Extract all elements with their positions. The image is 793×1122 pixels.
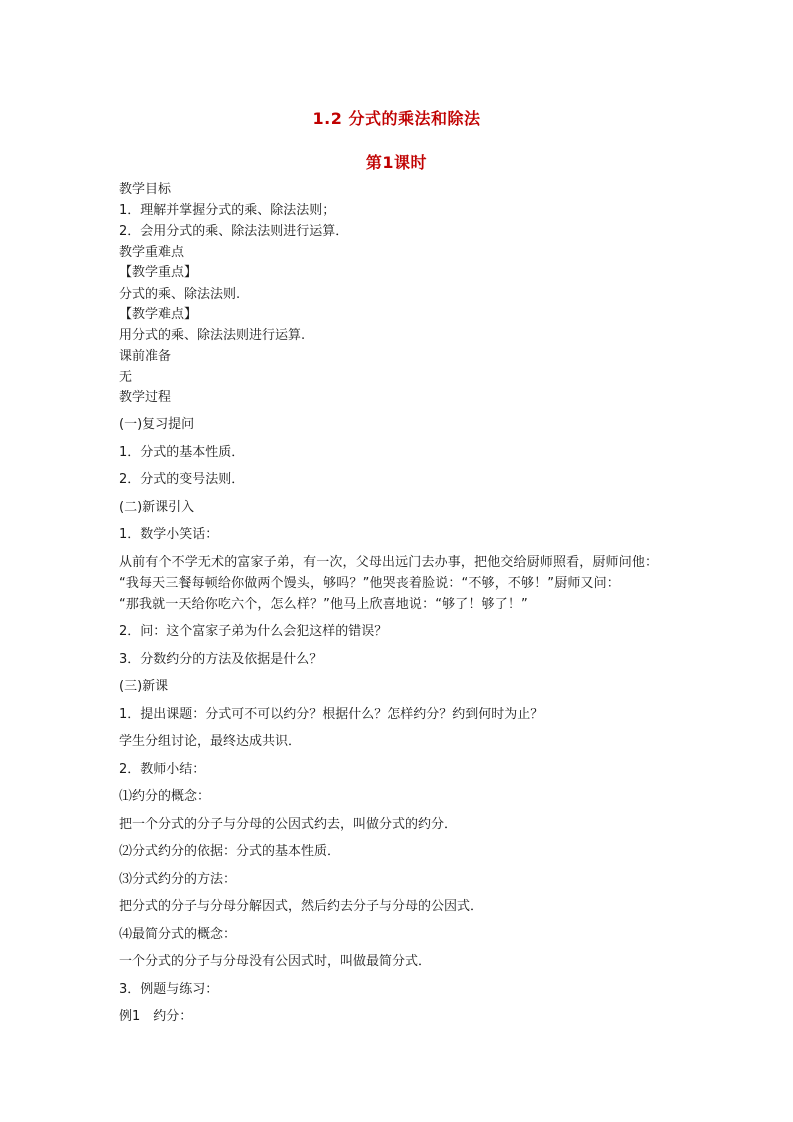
reduction-basis: ⑵分式约分的依据：分式的基本性质． bbox=[119, 844, 341, 859]
lesson-discussion: 学生分组讨论，最终达成共识． bbox=[119, 734, 302, 749]
reduction-method-text: 把分式的分子与分母分解因式，然后约去分子与分母的公因式． bbox=[119, 899, 484, 914]
heading-teaching-process: 教学过程 bbox=[119, 390, 172, 405]
concept-reduction-text: 把一个分式的分子与分母的公因式约去，叫做分式的约分． bbox=[119, 817, 458, 832]
goal-item-1: 1．理解并掌握分式的乘、除法法则； bbox=[119, 203, 336, 218]
key-point-text: 分式的乘、除法法则. bbox=[119, 287, 241, 302]
preparation-text: 无 bbox=[119, 370, 133, 385]
joke-paragraph-line-2: “我每天三餐每顿给你做两个馒头，够吗？”他哭丧着脸说：“不够，不够！”厨师又问： bbox=[119, 576, 620, 591]
goal-item-2: 2．会用分式的乘、除法法则进行运算． bbox=[119, 224, 349, 239]
difficult-point-text: 用分式的乘、除法法则进行运算. bbox=[119, 328, 306, 343]
simplest-fraction-heading: ⑷最简分式的概念： bbox=[119, 927, 237, 942]
lesson-item-1: 1．提出课题：分式可不可以约分？根据什么？怎样约分？约到何时为止？ bbox=[119, 707, 544, 722]
label-key-point: 【教学重点】 bbox=[119, 265, 198, 280]
example-1: 例1 约分： bbox=[119, 1009, 193, 1024]
section-review: (一)复习提问 bbox=[119, 417, 195, 432]
heading-preparation: 课前准备 bbox=[119, 349, 172, 364]
section-new-lesson: (三)新课 bbox=[119, 679, 169, 694]
intro-item-2: 2．问：这个富家子弟为什么会犯这样的错误？ bbox=[119, 624, 388, 639]
section-intro: (二)新课引入 bbox=[119, 500, 195, 515]
simplest-fraction-text: 一个分式的分子与分母没有公因式时，叫做最简分式． bbox=[119, 954, 432, 969]
review-item-1: 1．分式的基本性质． bbox=[119, 445, 245, 460]
concept-reduction-heading: ⑴约分的概念： bbox=[119, 789, 211, 804]
document-subtitle: 第1课时 bbox=[365, 153, 428, 172]
review-item-2: 2．分式的变号法则． bbox=[119, 472, 245, 487]
label-difficult-point: 【教学难点】 bbox=[119, 307, 198, 322]
lesson-item-3: 3．例题与练习： bbox=[119, 982, 219, 997]
intro-item-1: 1．数学小笑话： bbox=[119, 527, 219, 542]
reduction-method-heading: ⑶分式约分的方法： bbox=[119, 872, 237, 887]
heading-key-difficult-points: 教学重难点 bbox=[119, 245, 185, 260]
lesson-item-2: 2．教师小结： bbox=[119, 762, 206, 777]
intro-item-3: 3．分数约分的方法及依据是什么？ bbox=[119, 652, 323, 667]
joke-paragraph-line-1: 从前有个不学无术的富家子弟，有一次，父母出远门去办事，把他交给厨师照看，厨师问他： bbox=[119, 555, 659, 570]
joke-paragraph-line-3: “那我就一天给你吃六个，怎么样？”他马上欣喜地说：“够了！够了！” bbox=[119, 597, 528, 612]
document-title: 1.2 分式的乘法和除法 bbox=[312, 109, 481, 128]
heading-teaching-goals: 教学目标 bbox=[119, 182, 172, 197]
